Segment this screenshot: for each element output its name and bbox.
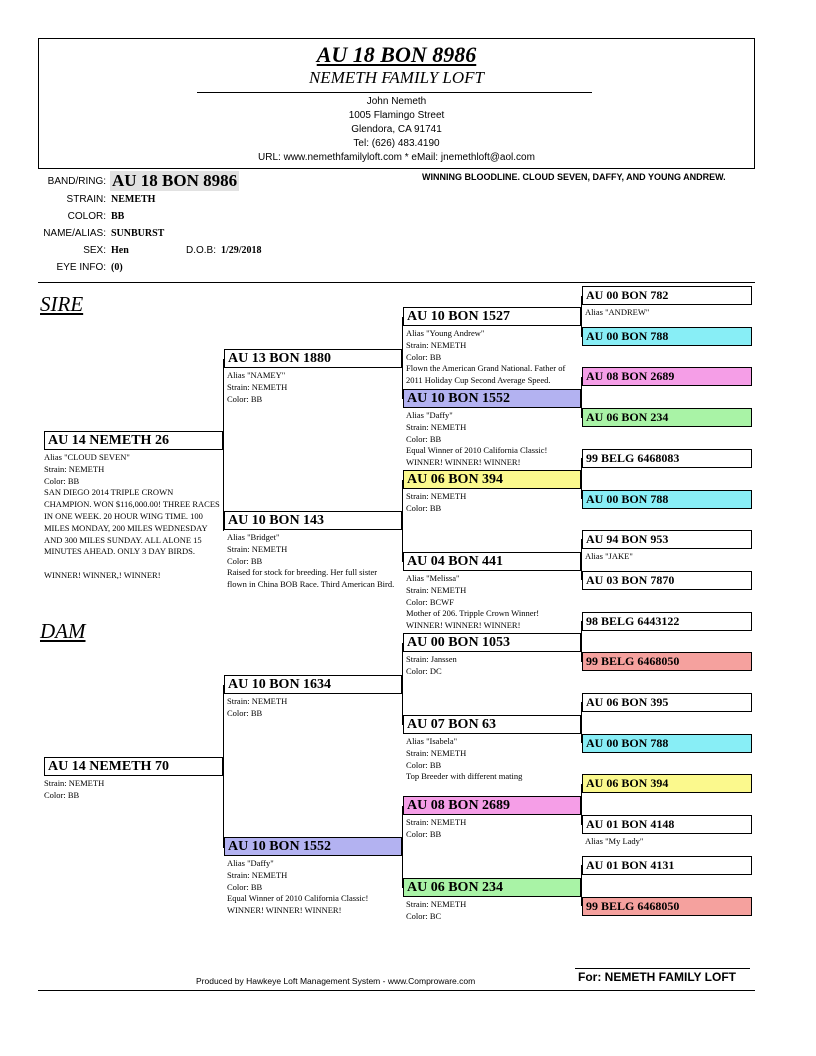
detail-line: Strain: NEMETH	[406, 491, 467, 501]
connector	[223, 685, 224, 848]
detail-line: WINNER! WINNER! WINNER!	[227, 905, 342, 916]
sire-band: AU 14 NEMETH 26	[44, 431, 223, 450]
footer-rule	[38, 990, 755, 991]
dss-details	[406, 654, 580, 678]
color-label: COLOR:	[67, 211, 106, 222]
detail-line: Alias "Melissa"	[406, 573, 460, 583]
eye-value: (0)	[111, 262, 123, 273]
connector	[402, 317, 403, 399]
sire-details	[44, 452, 220, 582]
loft-name: NEMETH FAMILY LOFT	[308, 68, 485, 87]
sd-details	[227, 532, 395, 591]
detail-line: WINNER! WINNER! WINNER!	[406, 620, 521, 631]
sd-band: AU 10 BON 143	[224, 511, 402, 530]
sds-band: AU 06 BON 394	[403, 470, 581, 489]
detail-line: Strain: NEMETH	[227, 381, 288, 392]
detail-line: Strain: NEMETH	[406, 817, 467, 827]
detail-line: Color: BB	[227, 707, 263, 718]
sire-heading: SIRE	[40, 292, 84, 316]
detail-line: Equal Winner of 2010 California Classic!	[227, 893, 369, 904]
dam-details	[44, 778, 220, 802]
sex-value: Hen	[111, 245, 129, 256]
strain-value: NEMETH	[111, 194, 156, 205]
detail-line: Color: BB	[227, 881, 263, 892]
dd-details	[227, 858, 397, 917]
g4-band: AU 00 BON 788	[582, 734, 752, 753]
dd-band: AU 10 BON 1552	[224, 837, 402, 856]
g4-band: AU 03 BON 7870	[582, 571, 752, 590]
ds-band: AU 10 BON 1634	[224, 675, 402, 694]
g4-band: 99 BELG 6468050	[582, 897, 752, 916]
connector	[223, 359, 224, 531]
ddd-band: AU 06 BON 234	[403, 878, 581, 897]
page-title: AU 18 BON 8986	[316, 42, 477, 67]
detail-line: WINNER! WINNER,! WINNER!	[44, 569, 161, 580]
g4-band: AU 01 BON 4148	[582, 815, 752, 834]
detail-line: Color: BB	[44, 789, 80, 800]
sss-band: AU 10 BON 1527	[403, 307, 581, 326]
connector	[402, 806, 403, 888]
owner-street: 1005 Flamingo Street	[348, 110, 445, 121]
owner-url-email: URL: www.nemethfamilyloft.com * eMail: jnemethloft@aol.com	[258, 152, 535, 163]
g4-band: 99 BELG 6468050	[582, 652, 752, 671]
g4-band: AU 00 BON 788	[582, 327, 752, 346]
detail-line: Equal Winner of 2010 California Classic!	[406, 445, 548, 456]
g4-band: AU 08 BON 2689	[582, 367, 752, 386]
detail-line: Color: BB	[406, 759, 442, 770]
g4-alias: Alias "ANDREW"	[585, 307, 650, 317]
g4-band: AU 00 BON 782	[582, 286, 752, 305]
ss-details	[227, 370, 397, 405]
detail-line: Color: BB	[406, 502, 442, 513]
g4-band: 98 BELG 6443122	[582, 612, 752, 631]
connector	[402, 480, 403, 562]
detail-line: Alias "NAMEY"	[227, 370, 286, 380]
detail-line: Color: BB	[227, 393, 263, 404]
g4-band: AU 06 BON 394	[582, 774, 752, 793]
detail-line: Strain: NEMETH	[227, 543, 288, 554]
g4-band: AU 01 BON 4131	[582, 856, 752, 875]
dss-band: AU 00 BON 1053	[403, 633, 581, 652]
ds-details	[227, 696, 397, 720]
ssd-details	[406, 410, 580, 469]
owner-phone: Tel: (626) 483.4190	[353, 138, 440, 149]
owner-city: Glendora, CA 91741	[351, 124, 442, 135]
detail-line: Color: BB	[227, 555, 263, 566]
detail-line: Color: DC	[406, 665, 442, 676]
sex-label: SEX:	[83, 245, 106, 256]
band-label: BAND/RING:	[47, 176, 106, 187]
detail-line: Alias "Bridget"	[227, 532, 280, 542]
detail-line: Alias "Isabela"	[406, 736, 458, 746]
detail-line: Strain: NEMETH	[406, 421, 467, 432]
footer-produced: Produced by Hawkeye Loft Management System - www.Comproware.com	[196, 976, 476, 986]
dds-details	[406, 817, 580, 841]
detail-line: Color: BB	[406, 828, 442, 839]
sdd-details	[406, 573, 580, 632]
eye-label: EYE INFO:	[56, 262, 106, 273]
dam-band: AU 14 NEMETH 70	[44, 757, 223, 776]
detail-line: WINNER! WINNER! WINNER!	[406, 457, 521, 468]
detail-line: Raised for stock for breeding. Her full sister flown in China BOB Race. Third American Bird.	[227, 567, 395, 590]
headline: WINNING BLOODLINE. CLOUD SEVEN, DAFFY, AND YOUNG ANDREW.	[422, 172, 726, 182]
name-value: SUNBURST	[111, 228, 165, 239]
g4-band: AU 00 BON 788	[582, 490, 752, 509]
detail-line: Alias "CLOUD SEVEN"	[44, 452, 130, 462]
sss-details	[406, 328, 580, 387]
dds-band: AU 08 BON 2689	[403, 796, 581, 815]
dob-value: 1/29/2018	[221, 245, 262, 256]
detail-line: Strain: NEMETH	[44, 463, 105, 474]
sds-details	[406, 491, 580, 515]
detail-line: Strain: NEMETH	[227, 869, 288, 880]
ss-band: AU 13 BON 1880	[224, 349, 402, 368]
detail-line: Mother of 206. Tripple Crown Winner!	[406, 608, 540, 619]
detail-line: Color: BCWF	[406, 596, 454, 607]
detail-line: Flown the American Grand National. Father of 2011 Holiday Cup Second Average Speed.	[406, 363, 566, 386]
detail-line: Strain: NEMETH	[406, 584, 467, 595]
dsd-details	[406, 736, 580, 783]
g4-alias: Alias "JAKE"	[585, 551, 633, 562]
ssd-band: AU 10 BON 1552	[403, 389, 581, 408]
sdd-band: AU 04 BON 441	[403, 552, 581, 571]
detail-line: Strain: Janssen	[406, 654, 457, 664]
footer-for-rule	[575, 968, 750, 969]
detail-line: Alias "Daffy"	[406, 410, 453, 420]
detail-line: Color: BC	[406, 910, 442, 921]
g4-band: AU 94 BON 953	[582, 530, 752, 549]
detail-line: Top Breeder with different mating	[406, 771, 523, 782]
detail-line: Color: BB	[44, 475, 80, 486]
strain-label: STRAIN:	[66, 194, 106, 205]
detail-line: Strain: NEMETH	[44, 778, 105, 788]
g4-alias: Alias "My Lady"	[585, 836, 644, 847]
color-value: BB	[111, 211, 125, 222]
detail-line: Strain: NEMETH	[406, 747, 467, 758]
connector	[402, 643, 403, 725]
owner-name: John Nemeth	[366, 96, 427, 107]
detail-line: SAN DIEGO 2014 TRIPLE CROWN CHAMPION. WON $116,000.00! THREE RACES IN ONE WEEK. 20 HOUR WING TIME. 100 MILES MONDAY, 200 MILES WEDNESDAY AND 300 MILES SUNDAY. ALL ALONE 15 MINUTES AHEAD. ONLY 3 DAY BIRDS.	[44, 487, 220, 557]
g4-band: AU 06 BON 395	[582, 693, 752, 712]
detail-line: Color: BB	[406, 433, 442, 444]
detail-line: Strain: NEMETH	[406, 899, 467, 909]
band-value: AU 18 BON 8986	[112, 171, 238, 190]
title-rule	[197, 92, 592, 93]
detail-line: Strain: NEMETH	[227, 696, 288, 706]
detail-line	[44, 558, 220, 570]
footer-for: For: NEMETH FAMILY LOFT	[578, 970, 736, 984]
dob-label: D.O.B:	[186, 245, 217, 256]
detail-line: Alias "Daffy"	[227, 858, 274, 868]
g4-band: AU 06 BON 234	[582, 408, 752, 427]
detail-line: Color: BB	[406, 351, 442, 362]
detail-line: Strain: NEMETH	[406, 339, 467, 350]
dam-heading: DAM	[40, 619, 86, 643]
divider	[38, 282, 755, 283]
dsd-band: AU 07 BON 63	[403, 715, 581, 734]
g4-band: 99 BELG 6468083	[582, 449, 752, 468]
name-label: NAME/ALIAS:	[43, 228, 106, 239]
ddd-details	[406, 899, 580, 923]
detail-line: Alias "Young Andrew"	[406, 328, 485, 338]
